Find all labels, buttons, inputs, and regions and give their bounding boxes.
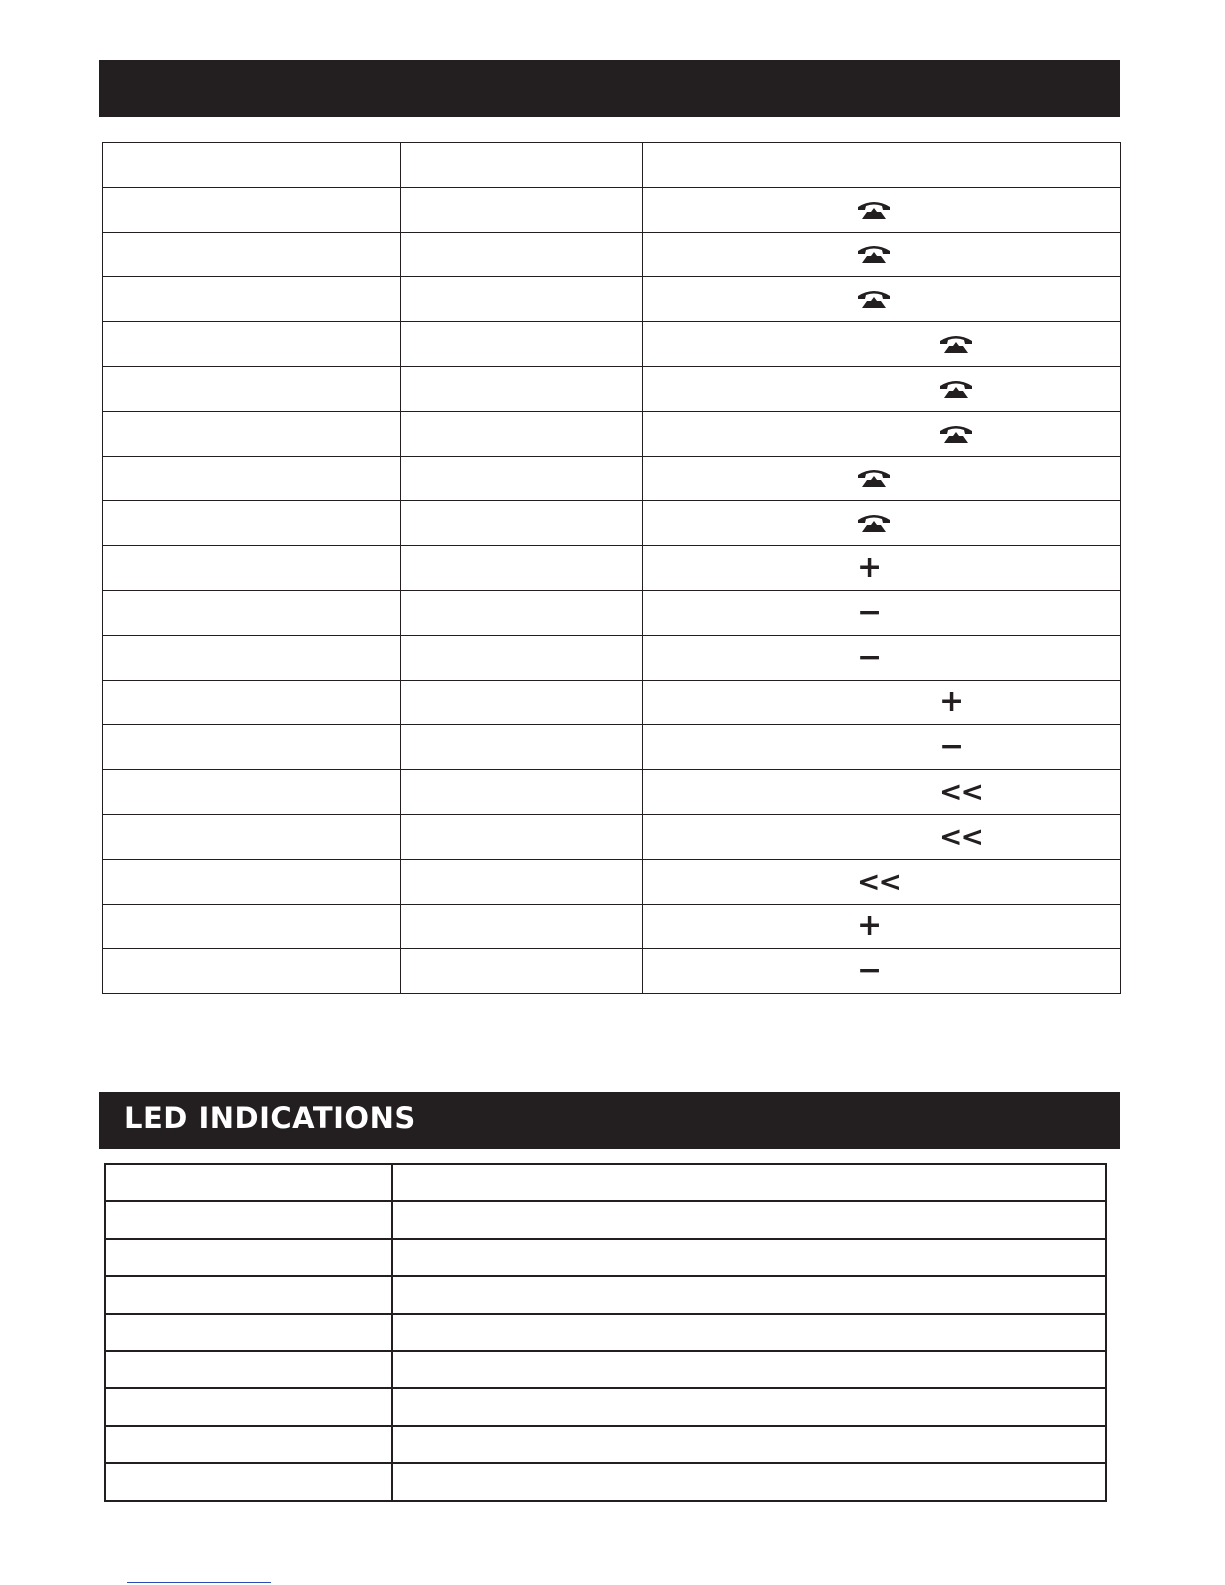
- table-row: [103, 501, 1121, 546]
- table-row: [103, 232, 1121, 277]
- table-row: [105, 1314, 1106, 1351]
- table-cell: [401, 814, 643, 859]
- handset-icon: [939, 379, 973, 399]
- table-cell: [401, 635, 643, 680]
- table-row: [103, 411, 1121, 456]
- table-cell: [643, 680, 1121, 725]
- table-row: [103, 366, 1121, 411]
- plus-icon: +: [857, 908, 883, 944]
- table-row: [103, 814, 1121, 859]
- led-indications-table: [104, 1163, 1107, 1502]
- table-cell: [105, 1351, 392, 1388]
- table-row: [103, 635, 1121, 680]
- table-cell: [105, 1164, 392, 1201]
- table-cell: [392, 1276, 1106, 1313]
- table-cell: [103, 859, 401, 904]
- table-cell: [105, 1314, 392, 1351]
- table-cell: [401, 366, 643, 411]
- table-cell: [103, 366, 401, 411]
- table-row: [103, 456, 1121, 501]
- table-cell: [643, 904, 1121, 949]
- table-row: [105, 1426, 1106, 1463]
- table-cell: [401, 904, 643, 949]
- table-row: [103, 277, 1121, 322]
- table-row: [103, 680, 1121, 725]
- handset-icon: [857, 200, 891, 220]
- table-cell: [105, 1463, 392, 1500]
- table-cell: [392, 1164, 1106, 1201]
- table-cell: [643, 411, 1121, 456]
- table-row: [103, 725, 1121, 770]
- table-cell: [105, 1276, 392, 1313]
- table-cell: [643, 814, 1121, 859]
- table-cell: [401, 949, 643, 994]
- table-row: [105, 1351, 1106, 1388]
- operations-table: [102, 142, 1121, 994]
- table-cell: [392, 1463, 1106, 1500]
- table-cell: [392, 1201, 1106, 1238]
- table-cell: [643, 366, 1121, 411]
- table-row: [103, 904, 1121, 949]
- table-cell: [401, 680, 643, 725]
- table-cell: [401, 187, 643, 232]
- table-cell: [103, 501, 401, 546]
- table-cell: [103, 322, 401, 367]
- minus-icon: −: [857, 953, 883, 989]
- table-cell: [643, 725, 1121, 770]
- table-cell: [643, 501, 1121, 546]
- table-cell: [103, 456, 401, 501]
- table-cell: [105, 1239, 392, 1276]
- minus-icon: −: [857, 594, 883, 630]
- table-cell: [643, 770, 1121, 815]
- table-cell: [401, 859, 643, 904]
- table-cell: [103, 680, 401, 725]
- table-cell: [103, 277, 401, 322]
- table-cell: [392, 1351, 1106, 1388]
- table-cell: [401, 725, 643, 770]
- table-row: [103, 187, 1121, 232]
- table-row: [103, 770, 1121, 815]
- table-cell: [392, 1314, 1106, 1351]
- table-cell: [103, 232, 401, 277]
- table-cell: [401, 277, 643, 322]
- table-row: [103, 143, 1121, 188]
- rewind-icon: <<: [939, 819, 982, 853]
- section-header-banner: [99, 60, 1120, 117]
- handset-icon: [857, 513, 891, 533]
- table-cell: [103, 187, 401, 232]
- table-cell: [103, 590, 401, 635]
- table-cell: [643, 590, 1121, 635]
- table-row: [105, 1463, 1106, 1500]
- handset-icon: [857, 468, 891, 488]
- table-cell: [643, 456, 1121, 501]
- table-cell: [103, 411, 401, 456]
- table-cell: [105, 1426, 392, 1463]
- led-indications-title: LED INDICATIONS: [124, 1101, 416, 1135]
- table-cell: [643, 635, 1121, 680]
- table-cell: [392, 1239, 1106, 1276]
- table-row: [103, 322, 1121, 367]
- table-row: [105, 1388, 1106, 1425]
- table-cell: [401, 143, 643, 188]
- table-row: [105, 1201, 1106, 1238]
- table-cell: [103, 814, 401, 859]
- table-row: [105, 1239, 1106, 1276]
- handset-icon: [857, 244, 891, 264]
- handset-icon: [857, 289, 891, 309]
- table-cell: [103, 635, 401, 680]
- table-cell: [103, 143, 401, 188]
- table-cell: [401, 501, 643, 546]
- table-cell: [401, 456, 643, 501]
- table-cell: [401, 590, 643, 635]
- table-row: [103, 590, 1121, 635]
- handset-icon: [939, 334, 973, 354]
- table-cell: [103, 546, 401, 591]
- handset-icon: [939, 424, 973, 444]
- table-row: [105, 1164, 1106, 1201]
- table-cell: [392, 1388, 1106, 1425]
- minus-icon: −: [857, 639, 883, 675]
- plus-icon: +: [857, 550, 883, 586]
- table-cell: [103, 725, 401, 770]
- table-cell: [643, 949, 1121, 994]
- rewind-icon: <<: [857, 864, 900, 898]
- table-cell: [392, 1426, 1106, 1463]
- table-cell: [401, 411, 643, 456]
- table-row: [103, 949, 1121, 994]
- table-row: [103, 859, 1121, 904]
- table-cell: [643, 546, 1121, 591]
- table-cell: [103, 904, 401, 949]
- led-indications-banner: [99, 1092, 1120, 1149]
- table-cell: [103, 770, 401, 815]
- table-cell: [643, 859, 1121, 904]
- table-row: [103, 546, 1121, 591]
- table-cell: [643, 277, 1121, 322]
- table-cell: [401, 770, 643, 815]
- table-cell: [643, 232, 1121, 277]
- rewind-icon: <<: [939, 775, 982, 809]
- footer-link-underline: [127, 1582, 271, 1583]
- table-row: [105, 1276, 1106, 1313]
- plus-icon: +: [939, 684, 965, 720]
- table-cell: [401, 546, 643, 591]
- table-cell: [105, 1388, 392, 1425]
- table-cell: [401, 322, 643, 367]
- minus-icon: −: [939, 729, 965, 765]
- table-cell: [105, 1201, 392, 1238]
- table-cell: [103, 949, 401, 994]
- table-cell: [643, 143, 1121, 188]
- table-cell: [401, 232, 643, 277]
- table-cell: [643, 187, 1121, 232]
- table-cell: [643, 322, 1121, 367]
